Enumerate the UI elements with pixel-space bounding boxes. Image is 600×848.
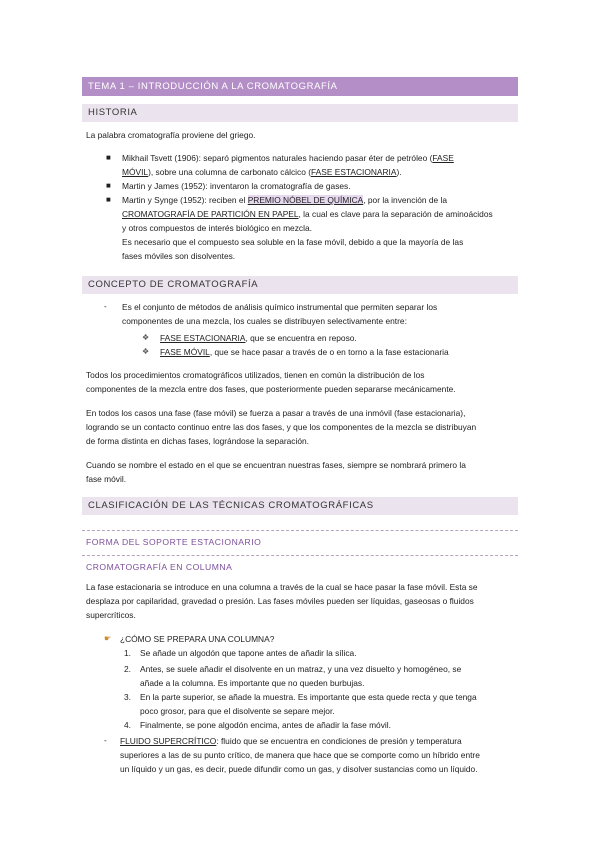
diamond-bullet-icon: ❖ (142, 333, 150, 342)
bullet-icon: ■ (106, 153, 111, 162)
forma-soporte-heading: FORMA DEL SOPORTE ESTACIONARIO (86, 537, 262, 547)
historia-item-1: Mikhail Tsvett (1906): separó pigmentos naturales haciendo pasar éter de petróleo (FASE MÓVIL), sobre una columna de carbonato cálcico (FASE ESTACIONARIA). (122, 153, 454, 177)
columna-paragraph: La fase estacionaria se introduce en una columna a través de la cual se hace pasar la fase móvil. Esta se desplaza por capilaridad, gravedad o presión. Las fases móviles pueden ser líquidas, gaseosas o fluidos supercríticos. (86, 582, 478, 620)
divider (82, 555, 518, 556)
step-4: Finalmente, se pone algodón encima, antes de añadir la fase móvil. (140, 720, 391, 730)
concepto-fase-movil: FASE MÓVIL, que se hace pasar a través de o en torno a la fase estacionaria (160, 347, 449, 357)
historia-heading: HISTORIA (88, 107, 138, 118)
step-1: Se añade un algodón que tapone antes de añadir la sílica. (140, 648, 357, 658)
historia-item-2: Martin y James (1952): inventaron la cromatografía de gases. (122, 181, 351, 191)
concepto-paragraph-2: En todos los casos una fase (fase móvil) se fuerza a pasar a través de una inmóvil (fase estacionaria), logrando se un contacto continuo entre las dos fases, y que los componentes de la mezcla se distribuyan de forma distinta en dichas fases, lográndose la separación. (86, 408, 477, 446)
bullet-icon: ■ (106, 195, 111, 204)
concepto-definition: Es el conjunto de métodos de análisis químico instrumental que permiten separar los componentes de una mezcla, los cuales se distribuyen selectivamente entre: (122, 302, 438, 326)
step-2: Antes, se suele añadir el disolvente en un matraz, y una vez disuelto y homogéneo, se añade a la columna. Es importante que no queden burbujas. (140, 664, 462, 688)
step-number: 2. (124, 664, 131, 674)
fluido-supercritico: FLUIDO SUPERCRÍTICO: fluido que se encuentra en condiciones de presión y temperatura superiores a las de su punto crítico, de manera que hace que se comporte como un híbrido entre un líquido y un gas, es decir, puede difundir como un gas, y disolver sustancias como un líquido. (120, 736, 480, 774)
dash-bullet: - (104, 302, 107, 311)
tema-title: TEMA 1 – INTRODUCCIÓN A LA CROMATOGRAFÍA (88, 81, 338, 92)
hand-pointer-icon: ☛ (104, 634, 112, 643)
concepto-heading: CONCEPTO DE CROMATOGRAFÍA (88, 279, 259, 290)
diamond-bullet-icon: ❖ (142, 347, 150, 356)
dash-bullet: - (104, 736, 107, 745)
clasificacion-heading-bar (82, 497, 518, 515)
tema-title-bar (82, 77, 518, 96)
concepto-heading-bar (82, 276, 518, 294)
divider (82, 530, 518, 531)
historia-intro: La palabra cromatografía proviene del griego. (86, 130, 256, 140)
concepto-paragraph-1: Todos los procedimientos cromatográficos utilizados, tienen en común la distribución de los componentes de la mezcla entre dos fases, que posteriormente pueden separarse mecánicamente. (86, 370, 456, 394)
clasificacion-heading: CLASIFICACIÓN DE LAS TÉCNICAS CROMATOGRÁFICAS (88, 500, 374, 511)
concepto-paragraph-3: Cuando se nombre el estado en el que se encuentran nuestras fases, siempre se nombrará primero la fase móvil. (86, 460, 466, 484)
step-number: 4. (124, 720, 131, 730)
step-3: En la parte superior, se añade la muestra. Es importante que esta quede recta y que tenga poco grosor, para que el disolvente se separe mejor. (140, 692, 477, 716)
bullet-icon: ■ (106, 181, 111, 190)
concepto-fase-estacionaria: FASE ESTACIONARIA, que se encuentra en reposo. (160, 333, 357, 343)
como-prepara-heading: ¿CÓMO SE PREPARA UNA COLUMNA? (120, 634, 275, 644)
historia-item-3: Martin y Synge (1952): reciben el PREMIO NÓBEL DE QUÍMICA, por la invención de la CROMATOGRAFÍA DE PARTICIÓN EN PAPEL, la cual es clave para la separación de aminoácidos y otros compuestos de interés biológico en mezcla. Es necesario que el compuesto sea soluble en la fase móvil, debido a que la mayoría de las fases móviles son disolventes. (122, 195, 493, 261)
historia-heading-bar (82, 104, 518, 122)
step-number: 3. (124, 692, 131, 702)
columna-heading: CROMATOGRAFÍA EN COLUMNA (86, 562, 233, 572)
step-number: 1. (124, 648, 131, 658)
